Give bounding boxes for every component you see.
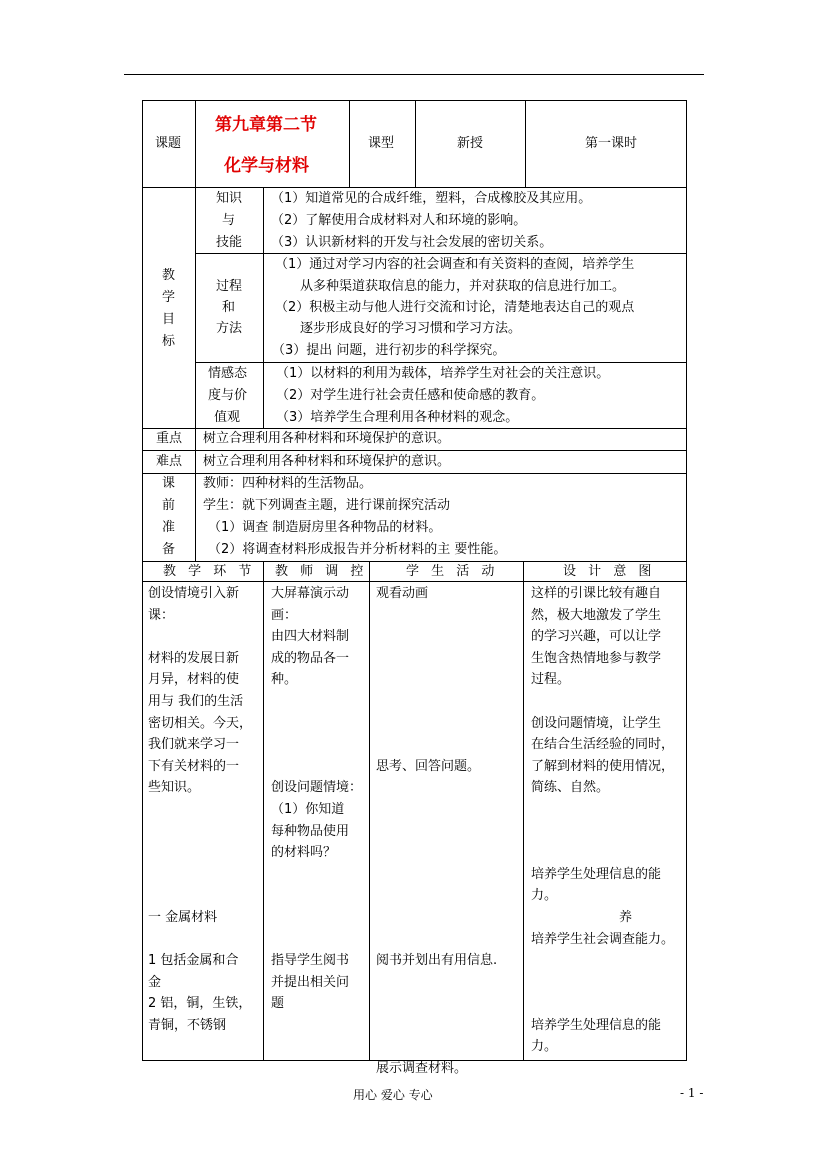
process-label-2: 和 (222, 300, 236, 315)
table-cell-line: 力。 (531, 1039, 558, 1055)
table-cell-line (376, 605, 497, 627)
row-divider (142, 473, 687, 474)
emotion-item: （1）以材料的利用为载体，培养学生对社会的关注意识。 (276, 366, 610, 381)
table-cell-line: 思考、回答问题。 (376, 758, 481, 774)
table-cell-line (271, 864, 362, 886)
table-cell-line: 阅书并划出有用信息. (376, 953, 498, 969)
knowledge-item: （3）认识新材料的开发与社会发展的密切关系。 (271, 235, 553, 250)
table-cell-line: 月异，材料的使 (148, 672, 240, 688)
col-divider (525, 100, 526, 187)
preparation-label-3: 准 (162, 520, 176, 535)
table-cell-line (271, 713, 362, 735)
table-cell-line (531, 691, 674, 713)
knowledge-item: （2）了解使用合成材料对人和环境的影响。 (271, 213, 527, 228)
row-divider (142, 581, 687, 582)
table-cell-line (376, 691, 497, 713)
knowledge-label-3: 技能 (216, 235, 243, 250)
col-divider (263, 561, 264, 1061)
process-item: 逐步形成良好的学习习惯和学习方法。 (300, 321, 522, 336)
table-cell-line (376, 929, 497, 951)
table-cell-line: 力。 (531, 888, 558, 904)
period-value: 第一课时 (585, 136, 638, 151)
table-cell-line: 每种物品使用 (271, 823, 350, 839)
table-cell-line: 种。 (271, 672, 298, 688)
lesson-title-line1: 第九章第二节 (215, 115, 317, 135)
table-cell-line (531, 821, 674, 843)
table-cell-line (148, 799, 252, 821)
preparation-item: 学生：就下列调查主题，进行课前探究活动 (203, 498, 451, 513)
table-cell-line (376, 821, 497, 843)
col-divider (369, 561, 370, 1061)
table-cell-line (531, 993, 674, 1015)
process-label-3: 方法 (216, 321, 243, 336)
table-cell-line: 课： (148, 607, 175, 623)
table-cell-line (376, 777, 497, 799)
row-divider (195, 253, 687, 254)
table-cell-line: 下有关材料的一 (148, 758, 240, 774)
col-divider (349, 100, 350, 187)
table-cell-line: 由四大材料制 (271, 629, 350, 645)
stage-column (148, 583, 252, 1036)
table-cell-line (376, 799, 497, 821)
table-cell-line (376, 713, 497, 735)
objectives-label-2: 学 (162, 290, 176, 305)
table-cell-line: 些知识。 (148, 780, 201, 796)
type-value: 新授 (457, 136, 484, 151)
table-cell-line: 密切相关。今天， (148, 715, 253, 731)
col-divider (523, 561, 524, 1061)
table-cell-line: 青铜，不锈钢 (148, 1017, 227, 1033)
process-item: （2）积极主动与他人进行交流和讨论，清楚地表达自己的观点 (275, 300, 635, 315)
objectives-label-4: 标 (162, 334, 176, 349)
difficulty-text: 树立合理利用各种材料和环境保护的意识。 (203, 454, 451, 469)
emotion-label-1: 情感态 (208, 366, 248, 381)
table-cell-line: 的材料吗？ (271, 845, 337, 861)
intent-column (531, 583, 674, 1058)
table-cell-line: 大屏幕演示动 (271, 586, 350, 601)
table-cell-line (271, 691, 362, 713)
table-cell-line: 题 (271, 996, 285, 1012)
table-cell-line: 金 (148, 974, 162, 990)
table-cell-line (376, 626, 497, 648)
table-cell-line: 简练、自然。 (531, 780, 610, 796)
table-cell-line: 创设问题情境，让学生 (531, 715, 662, 731)
table-cell-line (148, 626, 252, 648)
process-item: （3）提出 问题，进行初步的科学探究。 (272, 343, 506, 358)
table-cell-line: （1）你知道 (271, 801, 345, 817)
subject-label: 课题 (155, 136, 182, 151)
table-cell-line (376, 842, 497, 864)
emotion-label-3: 值观 (214, 410, 241, 425)
table-cell-line (271, 734, 362, 756)
table-cell-line (271, 885, 362, 907)
row-divider (142, 428, 687, 429)
knowledge-item: （1）知道常见的合成纤维，塑料，合成橡胶及其应用。 (271, 191, 592, 206)
table-cell-line: 过程。 (531, 672, 571, 688)
table-cell-line (376, 907, 497, 929)
table-cell-line: 创设问题情境： (271, 780, 363, 796)
table-header-student: 学 生 活 动 (406, 564, 499, 579)
table-cell-line: 培养学生社会调查能力。 (531, 931, 675, 947)
table-cell-line (271, 756, 362, 778)
table-cell-line (148, 864, 252, 886)
table-cell-line: 养 (619, 909, 633, 925)
knowledge-label-2: 与 (222, 213, 236, 228)
table-cell-line: 然，极大地激发了学生 (531, 607, 662, 623)
footer-motto: 用心 爱心 专心 (353, 1088, 433, 1102)
table-cell-line: 培养学生处理信息的能 (531, 1017, 662, 1033)
table-cell-line (271, 929, 362, 951)
table-cell-line (376, 1036, 497, 1058)
table-cell-line (376, 972, 497, 994)
table-cell-line (376, 885, 497, 907)
lesson-title-line2: 化学与材料 (224, 156, 309, 176)
key-point-text: 树立合理利用各种材料和环境保护的意识。 (203, 431, 451, 446)
preparation-label-1: 课 (162, 476, 176, 491)
table-cell-line (376, 864, 497, 886)
preparation-item: 教师：四种材料的生活物品。 (203, 476, 373, 491)
table-cell-line: 了解到材料的使用情况， (531, 758, 675, 774)
col-divider (195, 100, 196, 561)
table-cell-line: 画： (271, 607, 298, 623)
table-cell-line (148, 842, 252, 864)
preparation-item: （2）将调查材料形成报告并分析材料的主 要性能。 (208, 542, 507, 557)
difficulty-label: 难点 (156, 454, 183, 469)
knowledge-label-1: 知识 (216, 191, 243, 206)
process-item: （1）通过对学习内容的社会调查和有关资料的查阅，培养学生 (275, 257, 635, 272)
table-cell-line (376, 734, 497, 756)
table-cell-line: 1 包括金属和合 (148, 953, 239, 969)
emotion-label-2: 度与价 (208, 388, 248, 403)
process-label-1: 过程 (216, 279, 243, 294)
table-cell-line: 一 金属材料 (148, 909, 218, 925)
table-header-teacher: 教 师 调 控 (275, 564, 368, 579)
table-cell-line: 的学习兴趣，可以让学 (531, 629, 662, 645)
table-cell-line (531, 972, 674, 994)
table-cell-line: 培养学生处理信息的能 (531, 866, 662, 882)
table-cell-line (148, 929, 252, 951)
table-cell-line (376, 669, 497, 691)
table-cell-line (531, 950, 674, 972)
student-column (376, 583, 497, 1080)
type-label: 课型 (368, 136, 395, 151)
objectives-label-1: 教 (162, 268, 176, 283)
emotion-item: （2）对学生进行社会责任感和使命感的教育。 (276, 388, 545, 403)
table-cell-line (376, 993, 497, 1015)
table-cell-line: 生饱含热情地参与教学 (531, 650, 662, 666)
table-cell-line: 并提出相关问 (271, 974, 350, 990)
row-divider (142, 450, 687, 451)
table-cell-line (376, 648, 497, 670)
col-divider (415, 100, 416, 187)
preparation-label-4: 备 (162, 542, 176, 557)
header-rule (124, 74, 704, 75)
row-divider (195, 362, 687, 363)
table-cell-line: 用与 我们的生活 (148, 693, 244, 709)
table-cell-line: 我们就来学习一 (148, 737, 240, 753)
objectives-label-3: 目 (162, 312, 176, 327)
table-cell-line (531, 842, 674, 864)
table-cell-line: 在结合生活经验的同时， (531, 737, 675, 753)
col-divider (263, 187, 264, 428)
table-cell-line (531, 799, 674, 821)
table-cell-line: 指导学生阅书 (271, 953, 350, 969)
preparation-item: （1）调查 制造厨房里各种物品的材料。 (208, 520, 442, 535)
preparation-label-2: 前 (162, 498, 176, 513)
table-header-intent: 设 计 意 图 (563, 564, 656, 579)
table-cell-line (271, 907, 362, 929)
row-divider (142, 561, 687, 562)
process-item: 从多种渠道获取信息的能力，并对获取的信息进行加工。 (300, 279, 626, 294)
table-cell-line: 成的物品各一 (271, 650, 350, 666)
emotion-item: （3）培养学生合理利用各种材料的观念。 (276, 410, 519, 425)
table-cell-line: 材料的发展日新 (148, 650, 240, 666)
table-cell-line: 创设情境引入新 (148, 586, 240, 601)
key-point-label: 重点 (156, 431, 183, 446)
table-cell-line (148, 885, 252, 907)
page-number: - 1 - (680, 1086, 704, 1100)
table-cell-line (376, 1015, 497, 1037)
table-cell-line: 观看动画 (376, 586, 429, 601)
teacher-column (271, 583, 362, 1015)
table-cell-line: 2 铝，铜，生铁， (148, 996, 252, 1012)
table-header-stage: 教 学 环 节 (163, 564, 256, 579)
table-cell-line (148, 821, 252, 843)
table-cell-line: 这样的引课比较有趣自 (531, 586, 662, 601)
row-divider (142, 187, 687, 188)
table-cell-line: 展示调查材料。 (376, 1061, 468, 1077)
